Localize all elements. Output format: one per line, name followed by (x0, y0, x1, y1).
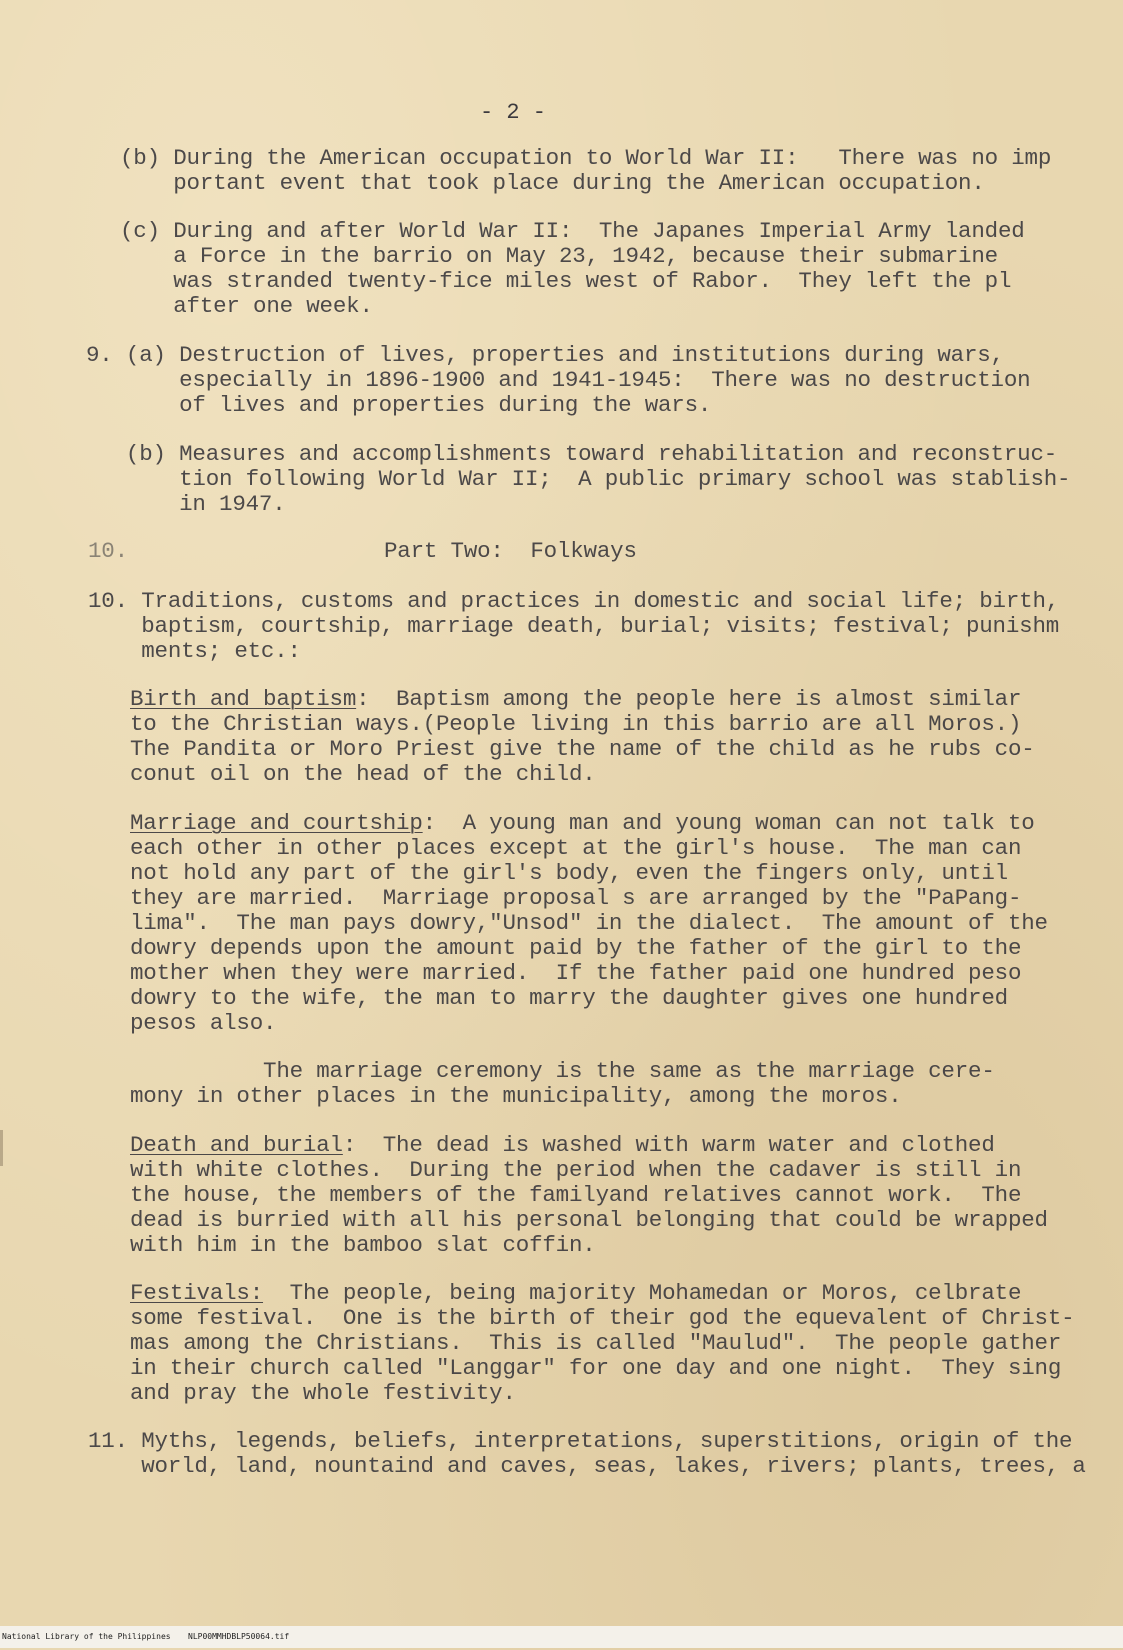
festivals-first-line: The people, being majority Mohamedan or Moros, celbrate (263, 1280, 1022, 1306)
section-9b-line-1: (b) Measures and accomplishments toward rehabilitation and reconstruc- (86, 441, 1058, 467)
marriage-courtship-line-1 (130, 810, 1035, 836)
section-9a-line-2: especially in 1896-1900 and 1941-1945: There was no destruction (86, 367, 1031, 393)
marriage-courtship-line-8: dowry to the wife, the man to marry the daughter gives one hundred (130, 985, 1008, 1011)
marriage-courtship-line-3: not hold any part of the girl's body, even the fingers only, until (130, 860, 1008, 886)
section-9b-line-3: in 1947. (86, 491, 286, 517)
section-8c-line-1: (c) During and after World War II: The Japanes Imperial Army landed (120, 218, 1025, 244)
festivals-line-4: in their church called "Langgar" for one day and one night. They sing (130, 1355, 1062, 1381)
page-number: - 2 - (480, 100, 547, 125)
section-8b-line-1: (b) During the American occupation to World War II: There was no imp (120, 145, 1052, 171)
marriage-courtship-line-5: lima". The man pays dowry,"Unsod" in the dialect. The amount of the (130, 910, 1048, 936)
part-two-heading: Part Two: Folkways (384, 538, 637, 564)
marriage-courtship-line-2: each other in other places except at the girl's house. The man can (130, 835, 1022, 861)
birth-baptism-line-3: The Pandita or Moro Priest give the name of the child as he rubs co- (130, 736, 1035, 762)
item-10-line-3: ments; etc.: (88, 638, 301, 664)
section-9b-line-2: tion following World War II; A public primary school was stablish- (86, 466, 1071, 492)
marriage-courtship-line-6: dowry depends upon the amount paid by the father of the girl to the (130, 935, 1022, 961)
festivals-line-2: some festival. One is the birth of their god the equevalent of Christ- (130, 1305, 1075, 1331)
section-9a-line-1: 9. (a) Destruction of lives, properties and institutions during wars, (86, 342, 1004, 368)
scan-footer (0, 1626, 1123, 1648)
footer-file-name: NLP00MMHDBLP50064.tif (188, 1632, 290, 1641)
marriage-courtship-line-7: mother when they were married. If the father paid one hundred peso (130, 960, 1022, 986)
marriage-courtship-heading: Marriage and courtship (130, 810, 423, 836)
item-11-line-1: 11. Myths, legends, beliefs, interpretations, superstitions, origin of the (88, 1428, 1073, 1454)
death-burial-line-1 (130, 1132, 995, 1158)
birth-baptism-line-1 (130, 686, 1021, 712)
birth-baptism-first-line: : Baptism among the people here is almost similar (356, 686, 1022, 712)
death-burial-line-2: with white clothes. During the period when the cadaver is still in (130, 1157, 1022, 1183)
festivals-line-1 (130, 1280, 1021, 1306)
marriage-courtship-line-9: pesos also. (130, 1010, 277, 1036)
birth-baptism-line-2: to the Christian ways.(People living in this barrio are all Moros.) (130, 711, 1022, 737)
footer-library-name: National Library of the Philippines (2, 1632, 171, 1641)
section-8c-line-3: was stranded twenty-fice miles west of Rabor. They left the pl (120, 268, 1012, 294)
section-8c-line-2: a Force in the barrio on May 23, 1942, because their submarine (120, 243, 998, 269)
marriage-ceremony-line-1: The marriage ceremony is the same as the marriage cere- (130, 1058, 995, 1084)
festivals-heading: Festivals: (130, 1280, 264, 1306)
marriage-ceremony-line-2: mony in other places in the municipality, among the moros. (130, 1083, 902, 1109)
death-burial-line-4: dead is burried with all his personal belonging that could be wrapped (130, 1207, 1048, 1233)
item-10-line-1: 10. Traditions, customs and practices in domestic and social life; birth, (88, 588, 1060, 614)
birth-baptism-heading: Birth and baptism (130, 686, 357, 712)
birth-baptism-line-4: conut oil on the head of the child. (130, 761, 596, 787)
festivals-line-3: mas among the Christians. This is called "Maulud". The people gather (130, 1330, 1062, 1356)
item-11-line-2: world, land, nountaind and caves, seas, lakes, rivers; plants, trees, a (88, 1453, 1086, 1479)
section-9a-line-3: of lives and properties during the wars. (86, 392, 712, 418)
death-burial-line-3: the house, the members of the familyand relatives cannot work. The (130, 1182, 1022, 1208)
marriage-courtship-first-line: : A young man and young woman can not talk to (422, 810, 1035, 836)
death-burial-first-line: : The dead is washed with warm water and clothed (342, 1132, 995, 1158)
part-two-faint-number: 10. (88, 538, 128, 564)
scan-edge-mark (0, 1130, 3, 1166)
item-10-line-2: baptism, courtship, marriage death, burial; visits; festival; punishm (88, 613, 1060, 639)
marriage-courtship-line-4: they are married. Marriage proposal s are arranged by the "PaPang- (130, 885, 1022, 911)
section-8c-line-4: after one week. (120, 293, 373, 319)
death-burial-line-5: with him in the bamboo slat coffin. (130, 1232, 596, 1258)
festivals-line-5: and pray the whole festivity. (130, 1380, 516, 1406)
section-8b-line-2: portant event that took place during the American occupation. (120, 170, 985, 196)
death-burial-heading: Death and burial (130, 1132, 343, 1158)
